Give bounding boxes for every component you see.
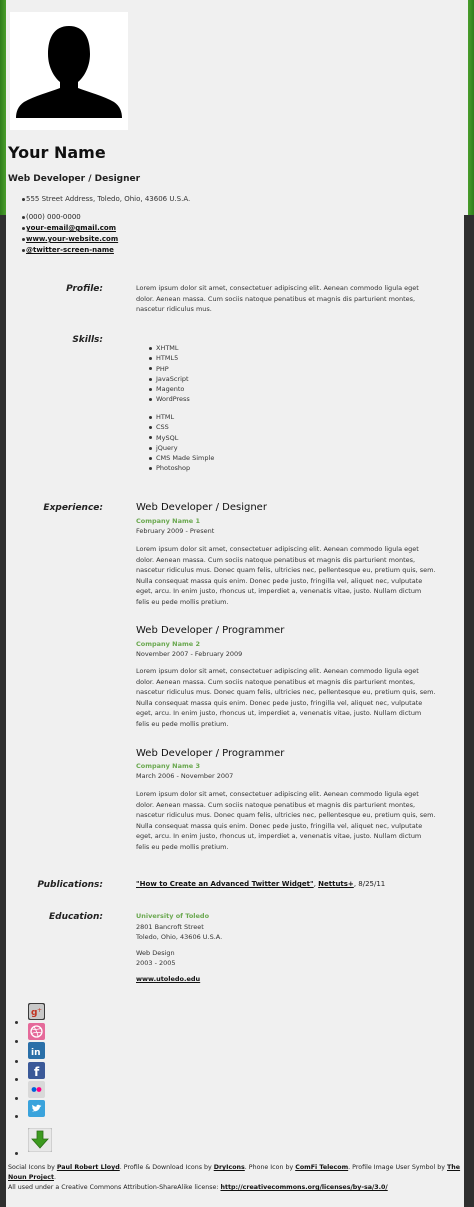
phone: (000) 000-0000 [26,213,81,221]
skills-list-2 [156,412,214,474]
skills-list-1 [156,343,190,405]
job-description: Lorem ipsum dolor sit amet, consectetuer adipiscing elit. Aenean commodo ligula eget dolor. Aenean massa. Cum sociis natoque penatibus et magnis dis parturient montes, nascetur ridiculus mus. Donec quam felis, ultricies nec, pellentesque eu, pretium quis, sem. Nulla consequat massa quis enim. Donec pede justo, fringilla vel, aliquet nec, vulputate eget, arcu. In enim justo, rhoncus ut, imperdiet a, venenatis vitae, justo. Nullam dictum felis eu pede mollis pretium. [136,545,436,606]
skill-item: JavaScript [156,374,189,383]
education-label: Education: [49,912,103,922]
skill-item: jQuery [156,443,178,452]
credits-footer [8,1163,468,1193]
user-silhouette-icon [10,12,128,130]
bullet-icon [149,436,152,439]
job-title: Web Developer / Designer [136,502,267,513]
job-description: Lorem ipsum dolor sit amet, consectetuer adipiscing elit. Aenean commodo ligula eget dolor. Aenean massa. Cum sociis natoque penatibus et magnis dis parturient montes, nascetur ridiculus mus. Donec quam felis, ultricies nec, pellentesque eu, pretium quis, sem. Nulla consequat massa quis enim. Donec pede justo, fringilla vel, aliquet nec, vulputate eget, arcu. In enim justo, rhoncus ut, imperdiet a, venenatis vitae, justo. Nullam dictum felis eu pede mollis pretium. [136,667,436,728]
skill-item: PHP [156,364,169,373]
credits-text: . Profile & Download Icons by [119,1164,214,1171]
address: 555 Street Address, Toledo, Ohio, 43606 U.S.A. [26,195,191,203]
svg-text:g: g [31,1008,38,1018]
company-name: Company Name 2 [136,640,200,648]
job-title: Web Developer / Programmer [136,625,285,636]
skill-item: CMS Made Simple [156,454,215,463]
credits-text: . Phone Icon by [244,1164,296,1171]
bullet-icon [22,238,25,241]
credits-text: . [53,1174,56,1181]
twitter-link[interactable]: @twitter-screen-name [26,246,114,254]
bullet-icon [149,416,152,419]
profile-photo [10,12,128,130]
bullet-icon [22,227,25,230]
skill-item: Magento [156,385,185,394]
publication-title-link[interactable]: "How to Create an Advanced Twitter Widget" [136,880,314,888]
company-name: Company Name 1 [136,517,200,525]
credit-link-paul-robert-lloyd[interactable]: Paul Robert Lloyd [56,1164,120,1171]
skills-label: Skills: [72,335,103,345]
profile-text: Lorem ipsum dolor sit amet, consectetuer adipiscing elit. Aenean commodo ligula eget dolor. Aenean massa. Cum sociis natoque penatibus et magnis dis parturient montes, nascetur ridiculus mus. [136,284,419,313]
twitter-icon[interactable] [28,1100,45,1117]
skill-item: MySQL [156,433,179,442]
bullet-icon [149,357,152,360]
job-description: Lorem ipsum dolor sit amet, consectetuer adipiscing elit. Aenean commodo ligula eget dolor. Aenean massa. Cum sociis natoque penatibus et magnis dis parturient montes, nascetur ridiculus mus. Donec quam felis, ultricies nec, pellentesque eu, pretium quis, sem. Nulla consequat massa quis enim. Donec pede justo, fringilla vel, aliquet nec, vulputate eget, arcu. In enim justo, rhoncus ut, imperdiet a, venenatis vitae, justo. Nullam dictum felis eu pede mollis pretium. [136,790,436,851]
experience-label: Experience: [43,503,103,513]
svg-text:f: f [34,1065,40,1079]
publication-site-link[interactable]: Nettuts+ [318,880,354,888]
bullet-icon [149,367,152,370]
bullet-icon [15,1097,18,1100]
job-dates: March 2006 - November 2007 [136,772,234,780]
study-years: 2003 - 2005 [136,959,176,967]
linkedin-icon[interactable] [28,1042,45,1059]
bullet-icon [149,398,152,401]
page-title: Your Name [8,143,106,162]
job-dates: November 2007 - February 2009 [136,650,243,658]
publication-entry: "How to Create an Advanced Twitter Widget", Nettuts+, 8/25/11 [136,880,386,888]
bullet-icon [149,388,152,391]
svg-text:in: in [31,1048,41,1058]
job-dates: February 2009 - Present [136,527,215,535]
study-field: Web Design [136,949,175,957]
job-title: Web Developer / Programmer [136,748,285,759]
svg-text:+: + [37,1007,43,1014]
school-city: Toledo, Ohio, 43606 U.S.A. [136,933,223,941]
credits-text: Social Icons by [8,1164,57,1171]
bullet-icon [22,216,25,219]
resume-page [6,0,464,1207]
credits-text: . Profile Image User Symbol by [348,1164,447,1171]
school-website-link[interactable]: www.utoledo.edu [136,975,201,983]
publications-label: Publications: [37,880,103,890]
bullet-icon [22,198,25,201]
publication-date: , 8/25/11 [353,880,386,888]
bullet-icon [15,1078,18,1081]
bullet-icon [22,249,25,252]
credit-link-noun-project[interactable]: The Noun Project [8,1164,461,1181]
credit-link-comfi-telecom[interactable]: ComFi Telecom [295,1164,349,1171]
school-street: 2801 Bancroft Street [136,923,204,931]
flickr-icon[interactable] [28,1081,45,1098]
bullet-icon [149,426,152,429]
bullet-icon [15,1040,18,1043]
bullet-icon [15,1060,18,1063]
bullet-icon [15,1115,18,1118]
skill-item: CSS [156,423,169,432]
website-link[interactable]: www.your-website.com [26,235,119,243]
bullet-icon [15,1021,18,1024]
skill-item: HTML5 [156,354,179,363]
license-link[interactable]: http://creativecommons.org/licenses/by-sa/3.0/ [220,1184,388,1191]
bullet-icon [149,447,152,450]
school-name: University of Toledo [136,912,210,920]
google-plus-icon[interactable] [28,1003,45,1020]
skill-item: WordPress [156,395,190,404]
bullet-icon [149,467,152,470]
profile-label: Profile: [66,284,103,294]
email-link[interactable]: your-email@gmail.com [26,224,117,232]
facebook-icon[interactable] [28,1062,45,1079]
company-name: Company Name 3 [136,762,200,770]
skill-item: XHTML [156,344,179,352]
skill-item: HTML [156,413,175,421]
contact-list [26,212,118,256]
dribbble-icon[interactable] [28,1023,45,1040]
credit-link-dryicons[interactable]: DryIcons [213,1164,245,1171]
download-icon[interactable] [28,1128,52,1152]
bullet-icon [149,378,152,381]
bullet-icon [15,1152,18,1155]
bullet-icon [149,457,152,460]
credits-text: All used under a Creative Commons Attribution-ShareAlike license: [8,1184,221,1191]
bullet-icon [149,347,152,350]
job-title-header: Web Developer / Designer [8,174,141,184]
skill-item: Photoshop [156,464,191,473]
